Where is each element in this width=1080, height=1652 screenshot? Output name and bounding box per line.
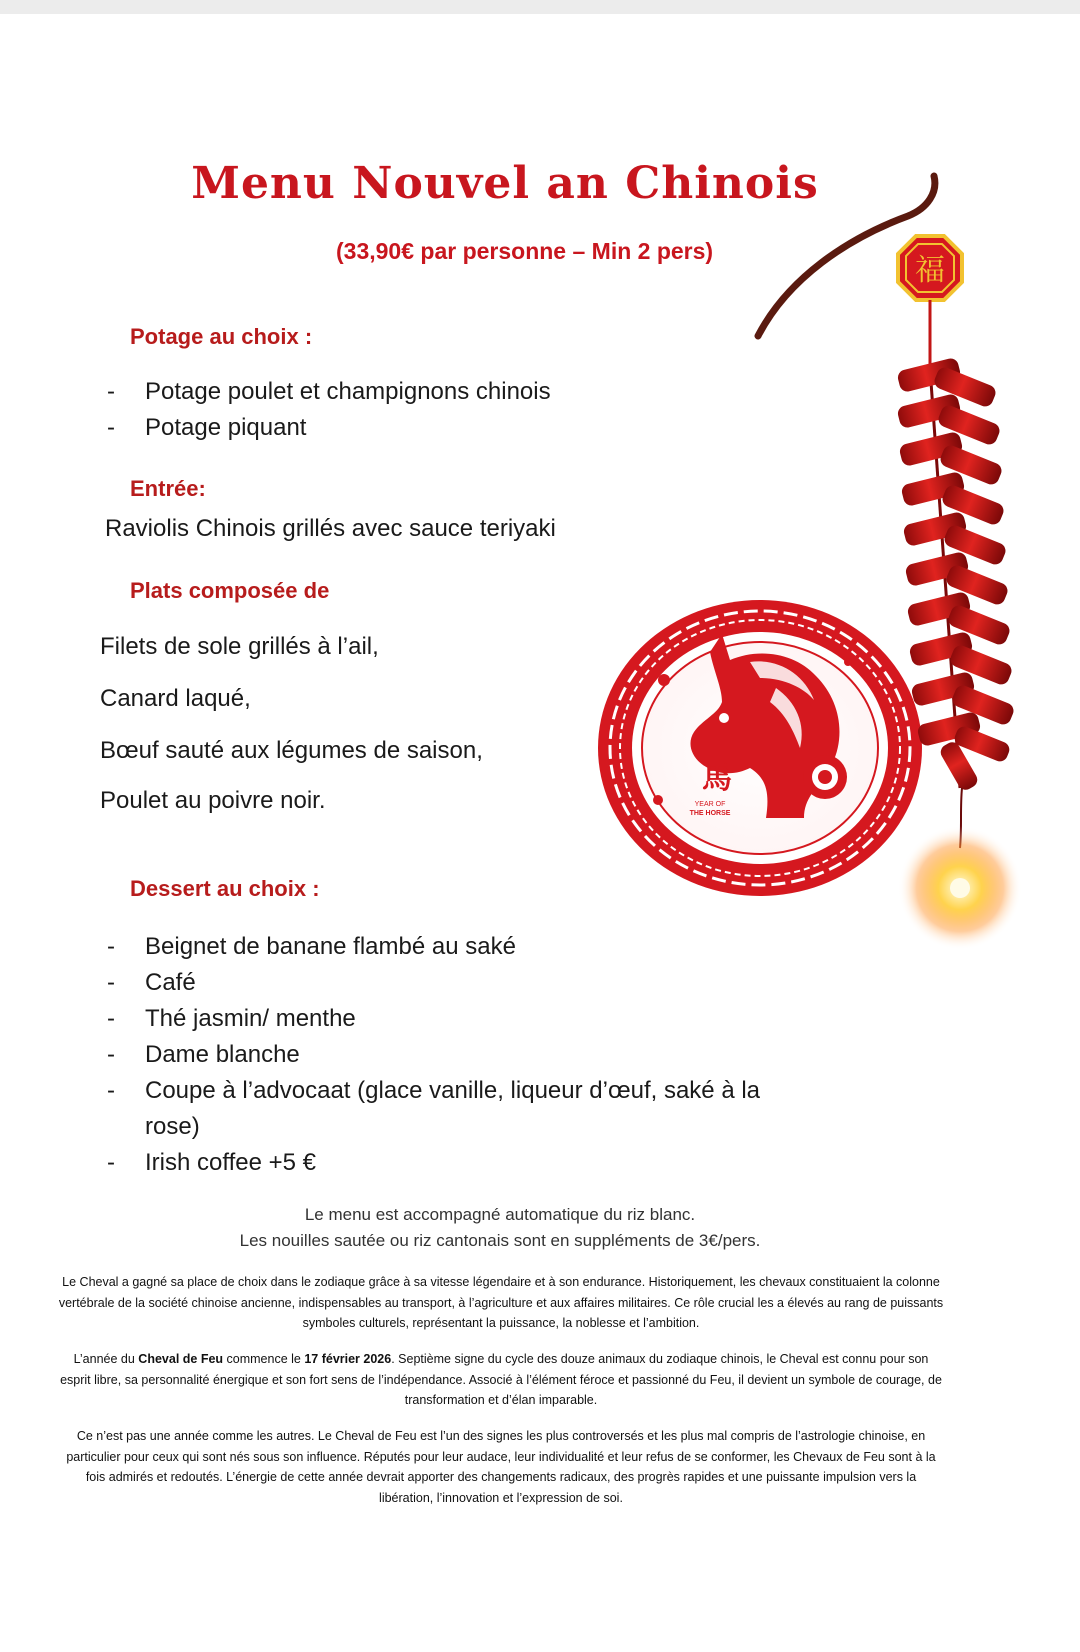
list-item: - Potage piquant xyxy=(107,414,307,441)
list-item: - Beignet de banane flambé au saké xyxy=(107,933,516,960)
horse-glyph: 馬 xyxy=(702,761,732,796)
firecracker-string-icon xyxy=(748,168,1058,968)
about-paragraph-1: Le Cheval a gagné sa place de choix dans le zodiaque grâce à sa vitesse légendaire et à son endurance. Historiquement, les chevaux constituaient la colonne vertébrale de la société chinoise ancienne, indispensables au transport, à l’agriculture et aux affaires militaires. Ce rôle crucial les a élevés au rang de puissants symboles culturels, représentant la puissance, la noblesse et l’ambition. xyxy=(58,1275,944,1330)
plat-item: Filets de sole grillés à l’ail, xyxy=(100,633,379,660)
list-item: - Potage poulet et champignons chinois xyxy=(107,378,551,405)
emblem-caption: THE HORSE xyxy=(689,810,731,817)
about-paragraph-2: L’année du Cheval de Feu commence le 17 février 2026. Septième signe du cycle des douze animaux du zodiaque chinois, le Cheval est connu pour son esprit libre, sa personnalité énergique et son fort sens de l’indépendance. Associé à l’élément féroce et passionné du Feu, il devient un symbole de courage, de transformation et d’élan imparable. xyxy=(60,1352,942,1407)
potage-heading: Potage au choix : xyxy=(130,324,313,349)
list-item: rose) xyxy=(145,1113,200,1140)
menu-title: Menu Nouvel an Chinois xyxy=(191,158,819,209)
svg-text:福: 福 xyxy=(915,253,945,288)
list-item: - Irish coffee +5 € xyxy=(107,1149,316,1176)
about-paragraph-3: Ce n’est pas une année comme les autres. Le Cheval de Feu est l’un des signes les plus controversés et les plus mal compris de l’astrologie chinoise, en particulier pour ceux qui sont nés sous son influence. Réputés pour leur audace, leur individualité et leur refus de se conformer, les Chevaux de Feu sont à la fois admirés et redoutés. L’énergie de cette année devrait apporter des changements radicaux, des progrès rapides et une puissante impulsion vers la libération, l’innovation et l’expression de soi. xyxy=(66,1429,936,1505)
top-bar xyxy=(0,0,1080,14)
list-item: - Café xyxy=(107,969,196,996)
emblem-caption: YEAR OF xyxy=(694,801,726,808)
menu-price: (33,90€ par personne – Min 2 pers) xyxy=(336,238,714,264)
entree-item: Raviolis Chinois grillés avec sauce teriyaki xyxy=(105,515,556,542)
plat-item: Poulet au poivre noir. xyxy=(100,787,326,814)
plats-heading: Plats composée de xyxy=(130,578,330,603)
potage-list xyxy=(107,374,551,446)
list-item: - Coupe à l’advocaat (glace vanille, liqueur d’œuf, saké à la xyxy=(107,1077,761,1104)
dessert-list xyxy=(107,929,760,1181)
supplement-note: Les nouilles sautée ou riz cantonais sont en suppléments de 3€/pers. xyxy=(239,1231,761,1250)
plat-item: Canard laqué, xyxy=(100,685,251,712)
plat-item: Bœuf sauté aux légumes de saison, xyxy=(100,737,483,764)
entree-heading: Entrée: xyxy=(130,476,206,501)
dessert-heading: Dessert au choix : xyxy=(130,876,320,901)
list-item: - Thé jasmin/ menthe xyxy=(107,1005,356,1032)
list-item: - Dame blanche xyxy=(107,1041,300,1068)
rice-note: Le menu est accompagné automatique du riz blanc. xyxy=(304,1205,696,1224)
